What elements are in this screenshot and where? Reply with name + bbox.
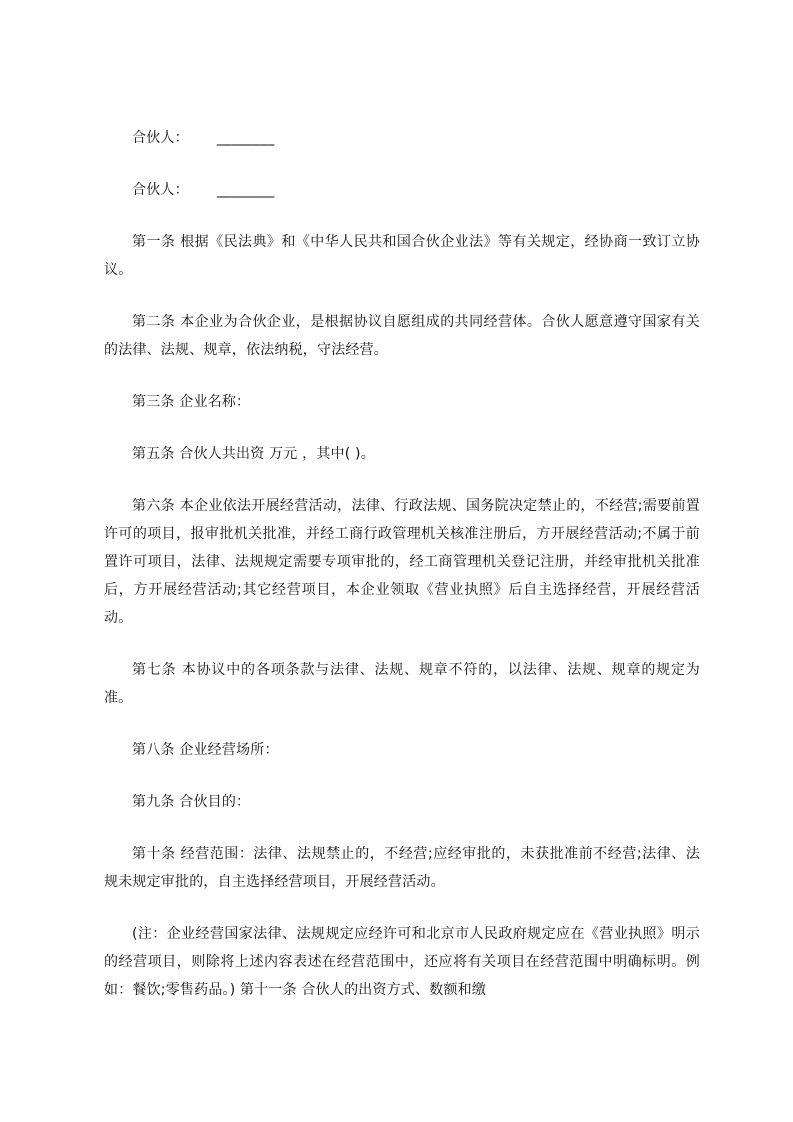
partner-blank: ________ [216, 130, 275, 146]
article-5: 第五条 合伙人共出资 万元 ，其中( )。 [132, 446, 375, 462]
article-6: 第六条 本企业依法开展经营活动，法律、行政法规、国务院决定禁止的，不经营;需要前置许可的项目，报审批机关批准，并经工商行政管理机关核准注册后，方开展经营活动;不属于前置许可项目，法律、法规规定需要专项审批的，经工商管理机关登记注册，并经审批机关批准后，方开展经营活动;其它经营项目，本企业领取《营业执照》后自主选择经营，开展经营活动。 [104, 498, 700, 626]
partner-signature-line-2 [104, 176, 700, 204]
article-1: 第一条 根据《民法典》和《中华人民共和国合伙企业法》等有关规定，经协商一致订立协议。 [104, 234, 700, 278]
agreement-body [104, 124, 700, 1004]
partner-blank: ________ [216, 182, 275, 198]
partner-label: 合伙人： [132, 130, 189, 146]
partner-label: 合伙人： [132, 182, 189, 198]
article-7: 第七条 本协议中的各项条款与法律、法规、规章不符的，以法律、法规、规章的规定为准。 [104, 662, 700, 706]
article-3: 第三条 企业名称： [132, 394, 251, 410]
partner-signature-line-1 [104, 124, 700, 152]
note-and-article-11: (注：企业经营国家法律、法规规定应经许可和北京市人民政府规定应在《营业执照》明示的经营项目，则除将上述内容表述在经营范围中，还应将有关项目在经营范围中明确标明。例如：餐饮;零售药品。) 第十一条 合伙人的出资方式、数额和缴 [104, 926, 700, 998]
article-2: 第二条 本企业为合伙企业，是根据协议自愿组成的共同经营体。合伙人愿意遵守国家有关的法律、法规、规章，依法纳税，守法经营。 [104, 314, 700, 358]
article-10: 第十条 经营范围：法律、法规禁止的，不经营;应经审批的，未获批准前不经营;法律、法规未规定审批的，自主选择经营项目，开展经营活动。 [104, 846, 700, 890]
article-8: 第八条 企业经营场所： [132, 742, 279, 758]
article-9: 第九条 合伙目的： [132, 794, 251, 810]
